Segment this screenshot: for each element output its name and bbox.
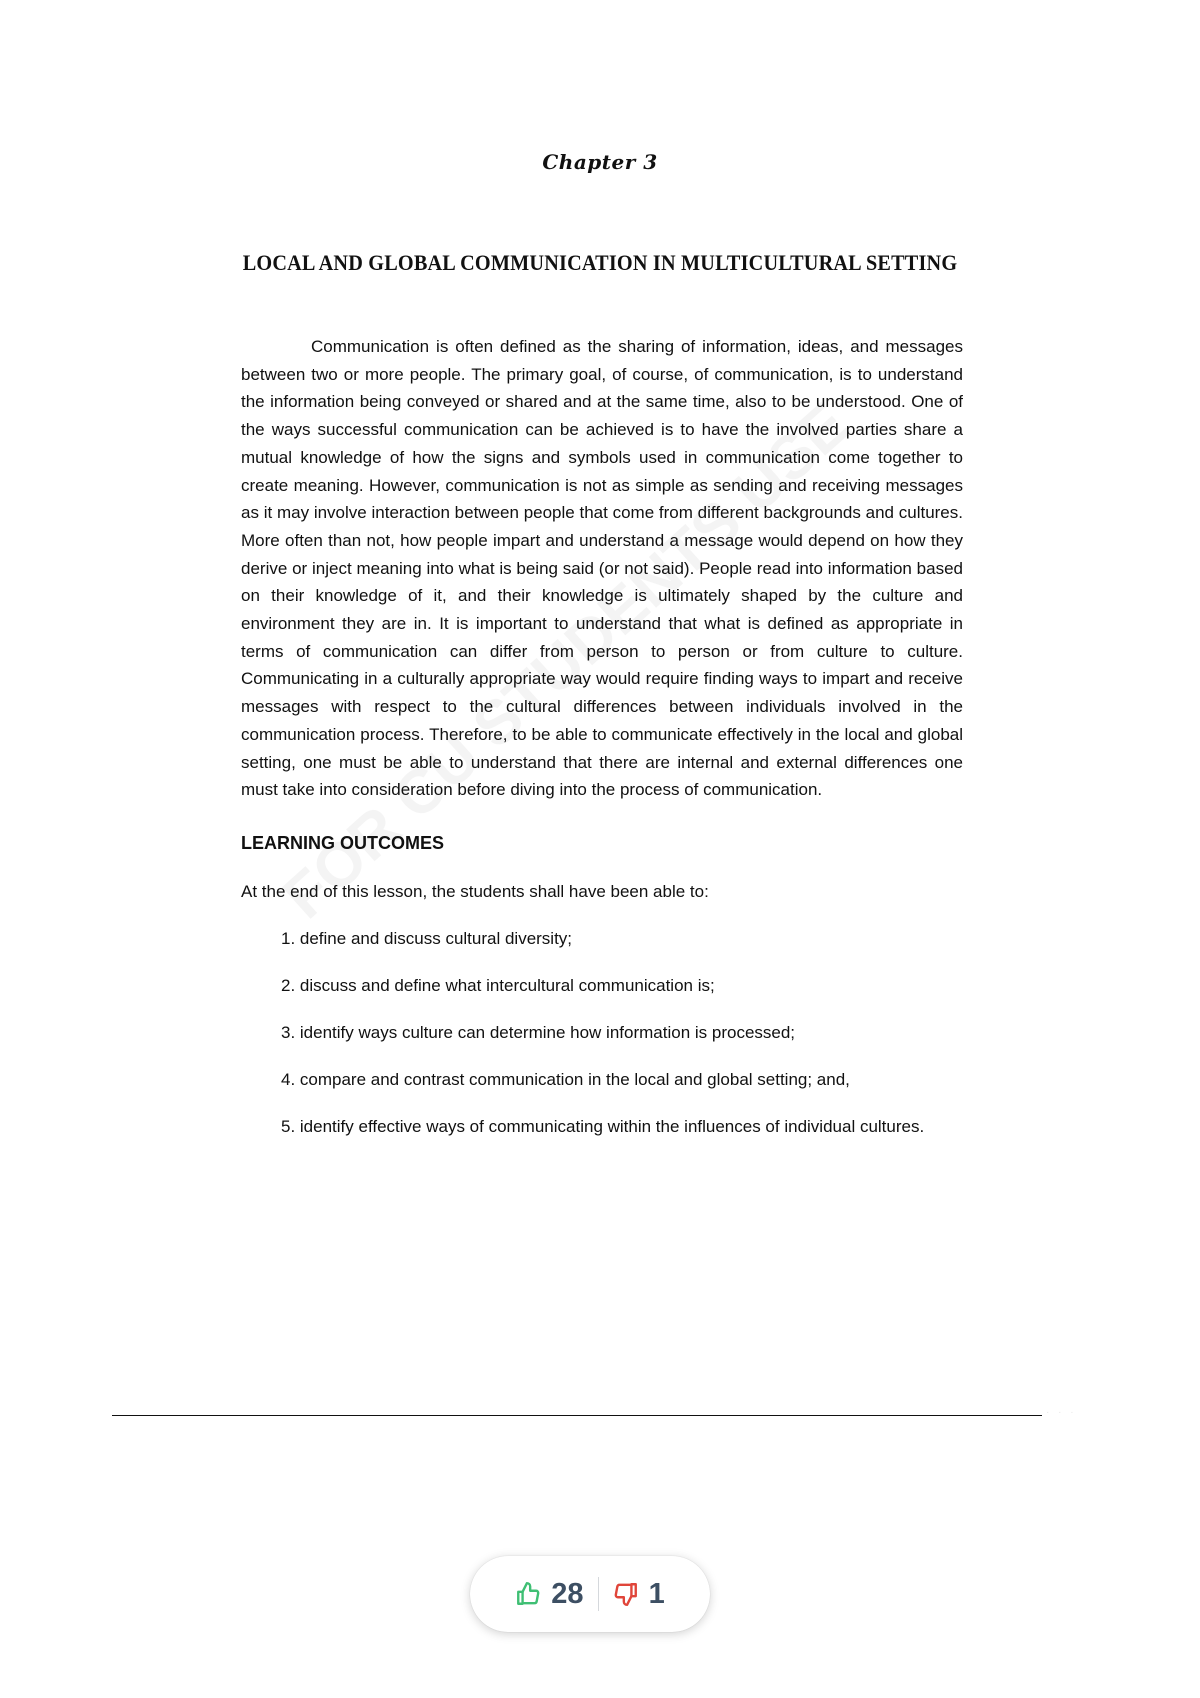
footer-divider	[112, 1415, 1042, 1416]
page-number-faint: · · ·	[1046, 1407, 1077, 1418]
chapter-label: Chapter 3	[542, 150, 658, 174]
vote-widget	[470, 1556, 710, 1632]
outcome-item: 2. discuss and define what intercultural communication is;	[281, 976, 715, 995]
outcome-item: 5. identify effective ways of communicating within the influences of individual cultures.	[281, 1117, 925, 1136]
chapter-title: LOCAL AND GLOBAL COMMUNICATION IN MULTICULTURAL SETTING	[242, 250, 958, 275]
outcome-item: 4. compare and contrast communication in the local and global setting; and,	[281, 1070, 850, 1089]
like-button[interactable]	[501, 1578, 597, 1611]
outcome-item: 3. identify ways culture can determine how information is processed;	[281, 1023, 796, 1042]
dislike-button[interactable]	[599, 1578, 679, 1611]
thumbs-down-icon	[613, 1581, 639, 1607]
like-count: 28	[551, 1577, 584, 1610]
outcome-item: 1. define and discuss cultural diversity;	[281, 929, 573, 948]
learning-outcomes-heading: LEARNING OUTCOMES	[241, 833, 445, 853]
dislike-count: 1	[648, 1577, 665, 1610]
body-paragraph: Communication is often defined as the sharing of information, ideas, and messages between two or more people. The primary goal, of course, of communication, is to understand the information being conveyed or shared and at the same time, also to be understood. One of the ways successful communication can be achieved is to have the involved parties share a mutual knowledge of how the signs and symbols used in communication come together to create meaning. However, communication is not as simple as sending and receiving messages as it may involve interaction between people that come from different backgrounds and cultures. More often than not, how people impart and understand a message would depend on how they derive or inject meaning into what is being said (or not said). People read into information based on their knowledge of it, and their knowledge is ultimately shaped by the culture and environment they are in. It is important to understand that what is defined as appropriate in terms of communication can differ from person to person or from culture to culture. Communicating in a culturally appropriate way would require finding ways to impart and receive messages with respect to the cultural differences between individuals involved in the communication process. Therefore, to be able to communicate effectively in the local and global setting, one must be able to understand that there are internal and external differences one must take into consideration before diving into the process of communication.	[241, 337, 963, 800]
thumbs-up-icon	[515, 1581, 541, 1607]
learning-outcomes-list	[281, 928, 924, 1163]
learning-outcomes-intro: At the end of this lesson, the students shall have been able to:	[241, 882, 709, 901]
